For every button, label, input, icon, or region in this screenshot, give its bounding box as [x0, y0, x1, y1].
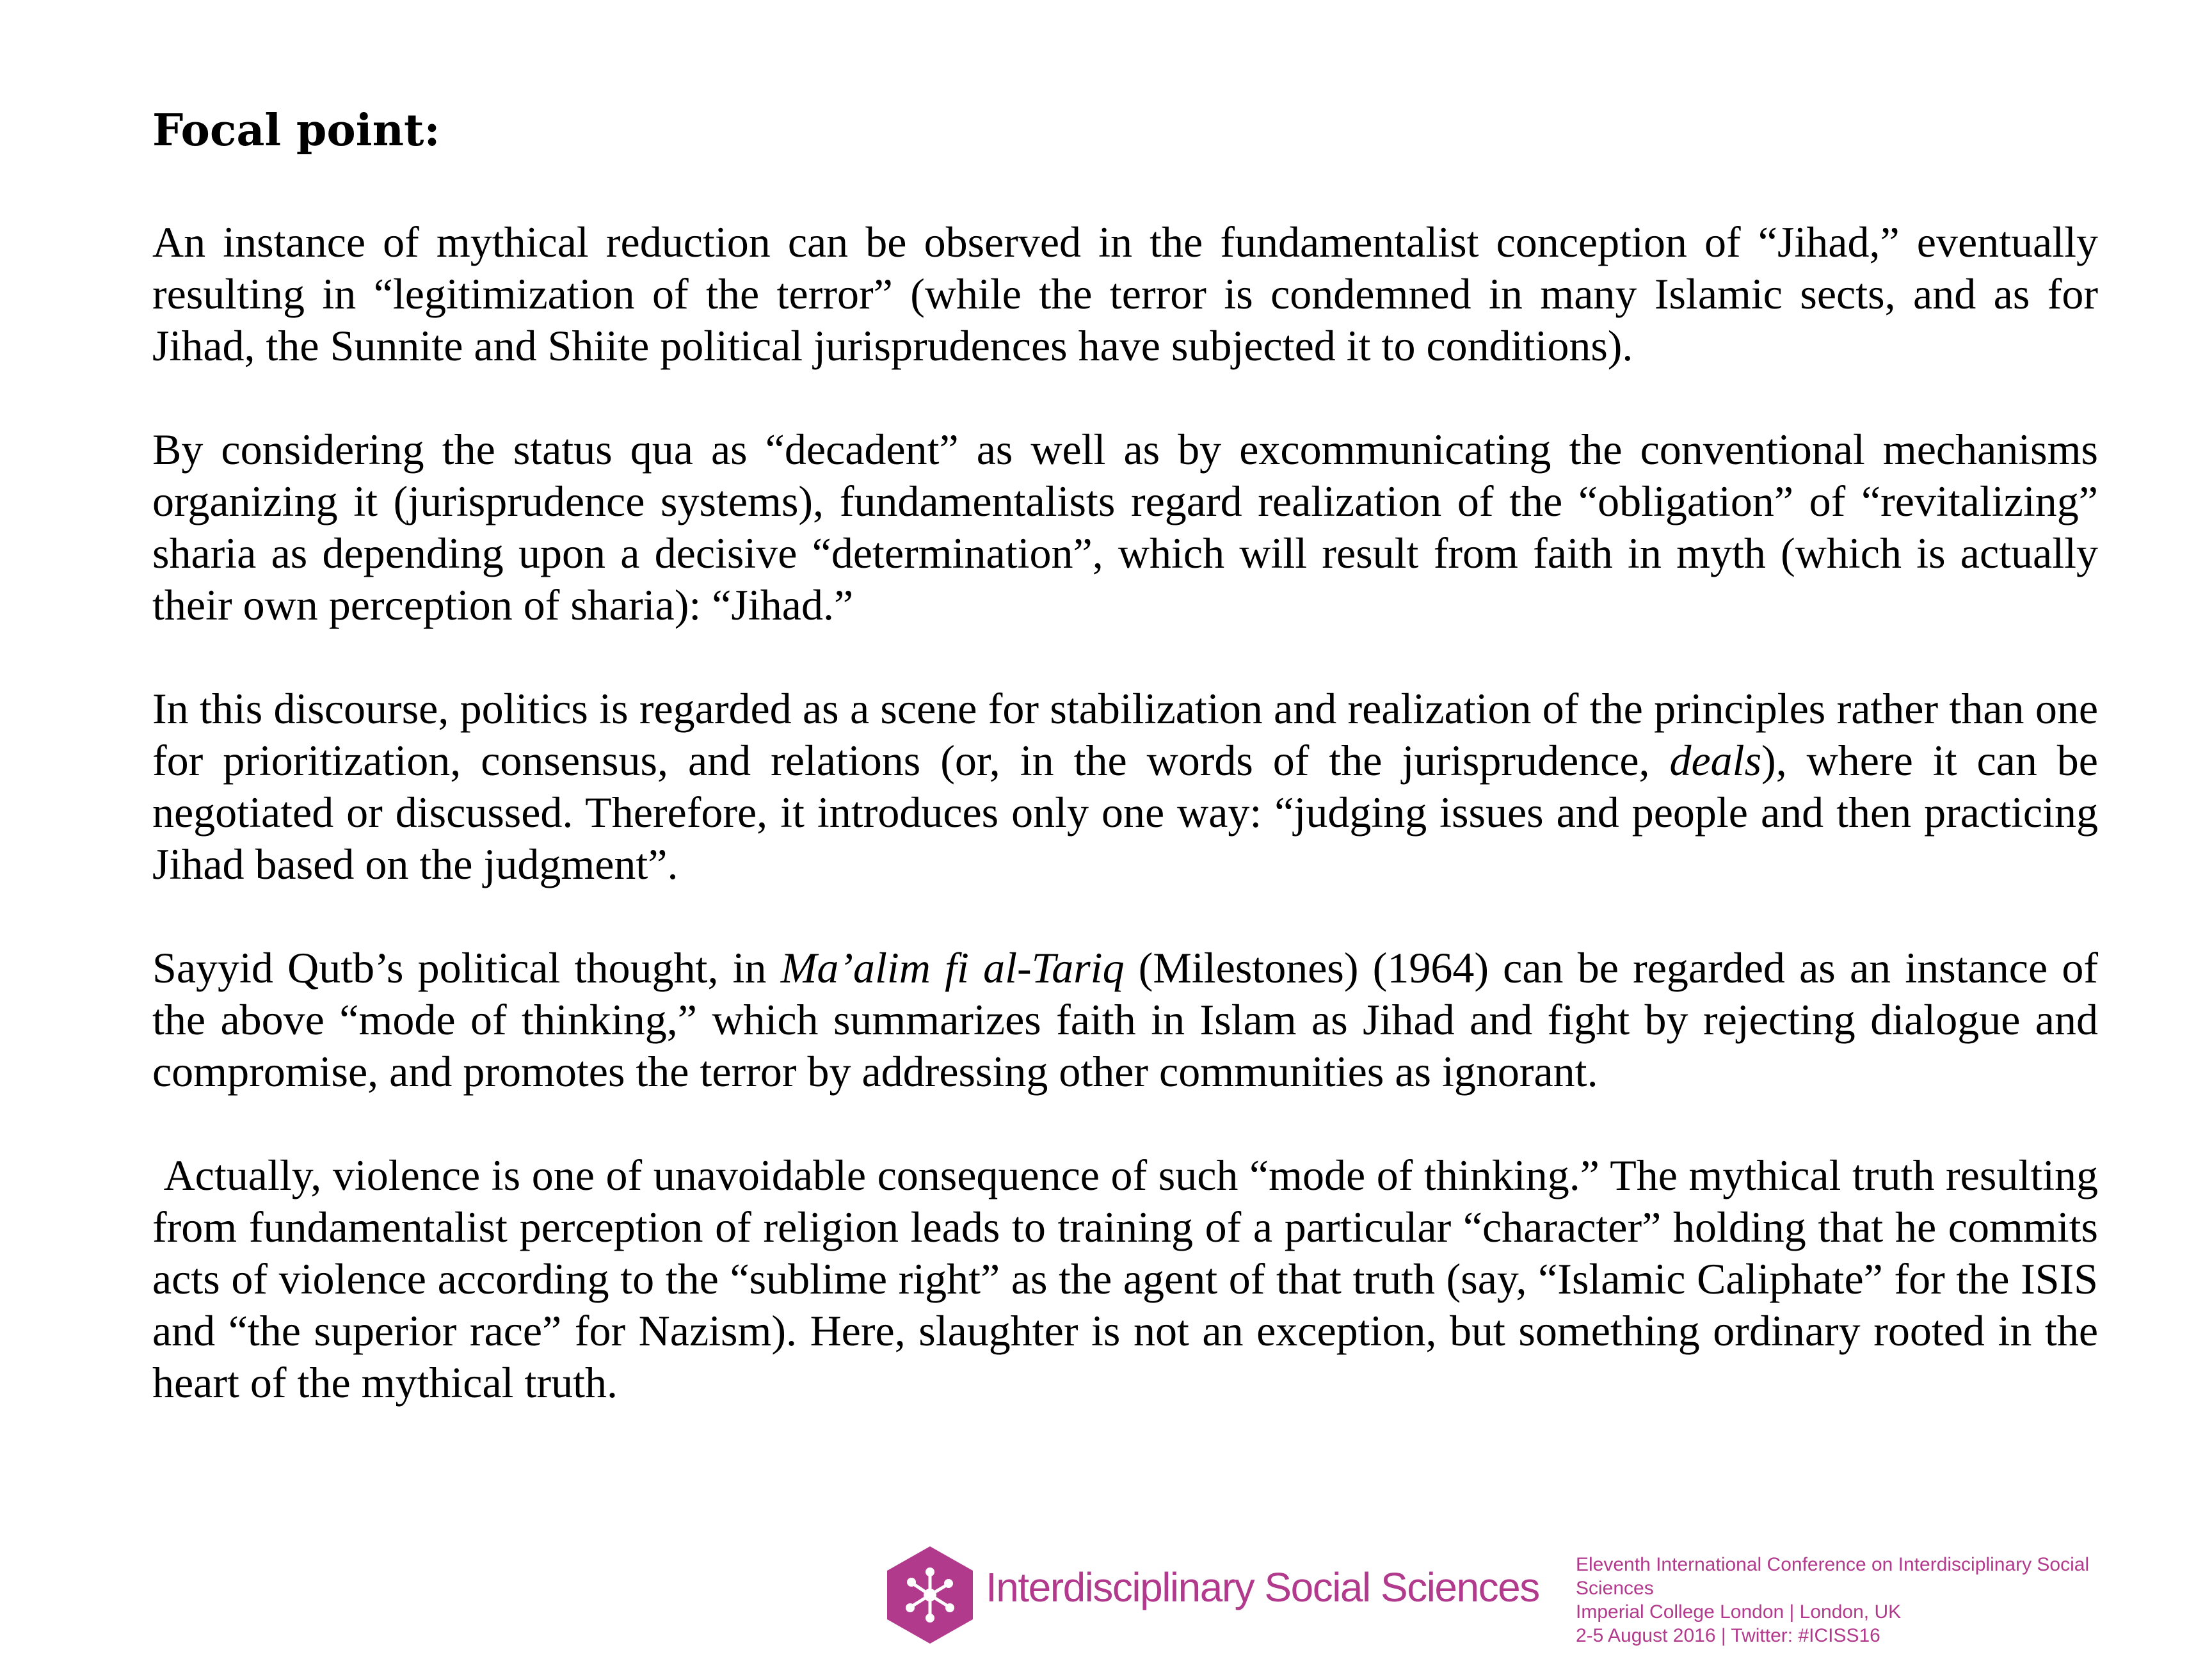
paragraph-4-italic: Ma’alim fi al-Tariq: [780, 943, 1125, 992]
footer-brand: Interdisciplinary Social Sciences: [986, 1564, 1539, 1610]
paragraph-2: By considering the status qua as “decadent” as well as by excommunicating the conventional mechanisms organizing it (jurisprudence systems), fundamentalists regard realization of the “obligation” of “revitalizing” sharia as depending upon a decisive “determination”, which will result from faith in myth (which is actually their own perception of sharia): “Jihad.”: [152, 425, 2098, 629]
footer-conference-info: [1576, 1553, 2165, 1647]
paragraph-3-before: In this discourse, politics is regarded as a scene for stabilization and realization of the principles rather than one for prioritization, consensus, and relations (or, in the words of the jurisprudence,: [152, 684, 2098, 785]
paragraph-1: An instance of mythical reduction can be observed in the fundamentalist conception of “Jihad,” eventually resulting in “legitimization of the terror” (while the terror is condemned in many Islamic sects, and as for Jihad, the Sunnite and Shiite political jurisprudences have subjected it to conditions).: [152, 218, 2098, 370]
paragraph-4-before: Sayyid Qutb’s political thought, in: [152, 943, 781, 992]
paragraph-3-after: ), where it can be negotiated or discussed. Therefore, it introduces only one way: “judging issues and people and then practicing Jihad based on the judgment”.: [152, 736, 2098, 888]
slide-heading: Focal point:: [152, 105, 440, 156]
paragraph-4-after: (Milestones) (1964) can be regarded as an instance of the above “mode of thinking,” which summarizes faith in Islam as Jihad and fight by rejecting dialogue and compromise, and promotes the terror by addressing other communities as ignorant.: [152, 943, 2098, 1096]
molecule-hexagon-icon: [883, 1544, 977, 1646]
conference-date-twitter: 2-5 August 2016 | Twitter: #ICISS16: [1576, 1625, 1880, 1646]
slide-body: [152, 216, 2109, 1409]
conference-name: Eleventh International Conference on Interdisciplinary Social Sciences: [1576, 1554, 2090, 1599]
paragraph-4: [152, 942, 2098, 1098]
paragraph-3-italic: deals: [1669, 736, 1762, 785]
paragraph-3: [152, 683, 2098, 890]
paragraph-5: Actually, violence is one of unavoidable consequence of such “mode of thinking.” The mythical truth resulting from fundamentalist perception of religion leads to training of a particular “character” holding that he commits acts of violence according to the “sublime right” as the agent of that truth (say, “Islamic Caliphate” for the ISIS and “the superior race” for Nazism). Here, slaughter is not an exception, but something ordinary rooted in the heart of the mythical truth.: [152, 1151, 2109, 1407]
conference-venue: Imperial College London | London, UK: [1576, 1601, 1902, 1623]
